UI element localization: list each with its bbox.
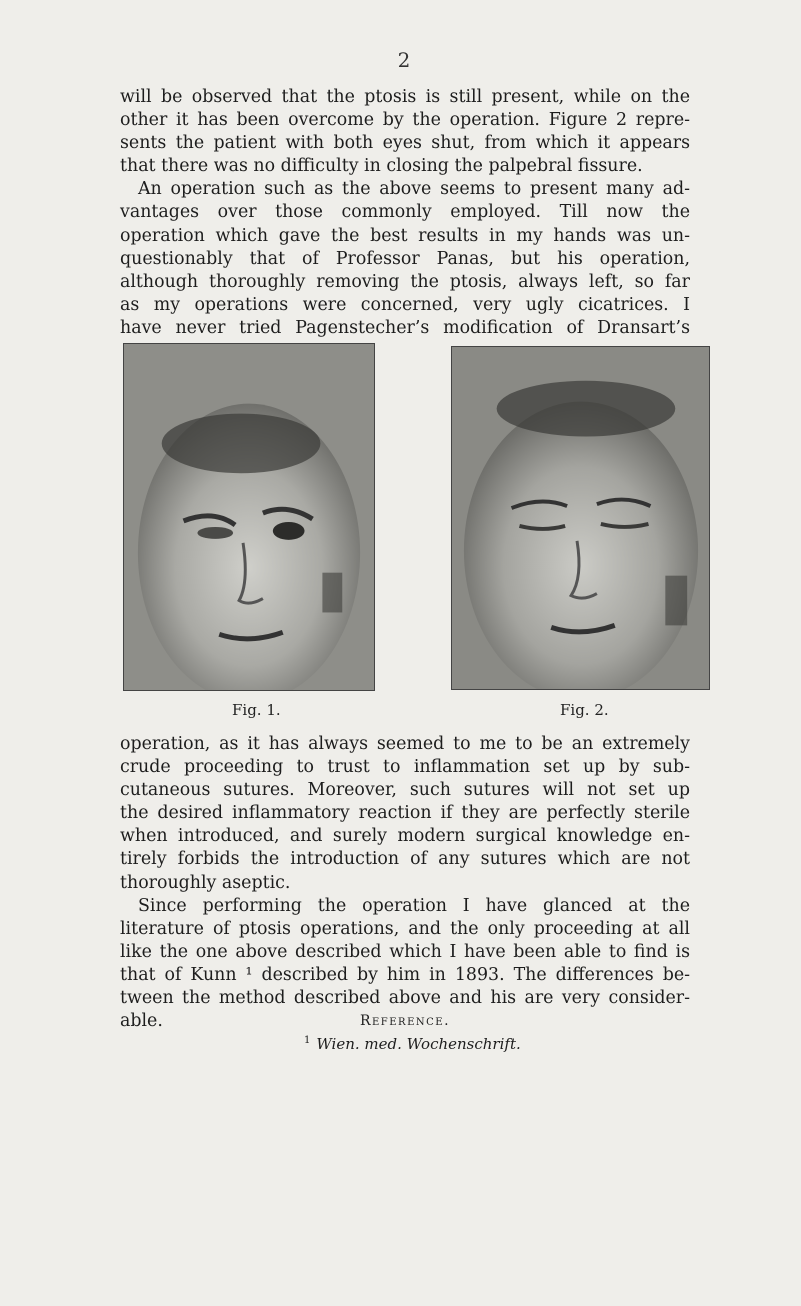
page-number: 2 bbox=[397, 48, 411, 72]
figure-1-photo bbox=[123, 343, 375, 691]
text-line: cutaneous sutures. Moreover, such sutures will not set up bbox=[120, 780, 690, 801]
text-line: thoroughly aseptic. bbox=[120, 872, 291, 893]
text-line: able. bbox=[120, 1011, 163, 1032]
figure-2-caption: Fig. 2. bbox=[560, 701, 609, 719]
text-line: tween the method described above and his are very consider- bbox=[120, 988, 690, 1009]
text-line: vantages over those commonly employed. Till now the bbox=[120, 202, 690, 223]
figure-1-caption: Fig. 1. bbox=[232, 701, 281, 719]
text-line: like the one above described which I have been able to find is bbox=[120, 941, 690, 962]
text-line: Since performing the operation I have glanced at the bbox=[138, 895, 690, 916]
text-line: that of Kunn ¹ described by him in 1893. The differences be- bbox=[120, 964, 690, 985]
footnote-marker: 1 bbox=[304, 1035, 311, 1046]
paragraph-2 bbox=[120, 733, 690, 1033]
figure-2-photo bbox=[451, 346, 710, 690]
paragraph-1 bbox=[120, 86, 690, 340]
text-line: the desired inflammatory reaction if they are perfectly sterile bbox=[120, 803, 690, 824]
reference-citation: Wien. med. Wochenschrift. bbox=[316, 1035, 521, 1053]
text-line: other it has been overcome by the operation. Figure 2 repre- bbox=[120, 110, 690, 131]
reference-heading: Reference. bbox=[359, 1013, 451, 1029]
text-line: questionably that of Professor Panas, but his operation, bbox=[120, 248, 690, 269]
text-line: sents the patient with both eyes shut, from which it appears bbox=[120, 133, 690, 154]
text-line: have never tried Pagenstecher’s modification of Dransart’s bbox=[120, 317, 690, 338]
reference-entry bbox=[304, 1035, 521, 1053]
text-line: crude proceeding to trust to inflammation set up by sub- bbox=[120, 757, 690, 778]
text-line: although thoroughly removing the ptosis, always left, so far bbox=[120, 271, 690, 292]
text-line: operation which gave the best results in my hands was un- bbox=[120, 225, 690, 246]
text-line: An operation such as the above seems to present many ad- bbox=[138, 179, 690, 200]
text-line: as my operations were concerned, very ugly cicatrices. I bbox=[120, 294, 690, 315]
text-line: that there was no difficulty in closing the palpebral fissure. bbox=[120, 156, 643, 177]
text-line: when introduced, and surely modern surgical knowledge en- bbox=[120, 826, 690, 847]
text-line: operation, as it has always seemed to me to be an extremely bbox=[120, 734, 690, 754]
text-line: tirely forbids the introduction of any sutures which are not bbox=[120, 849, 690, 870]
text-line: will be observed that the ptosis is still present, while on the bbox=[120, 87, 690, 107]
text-line: literature of ptosis operations, and the only proceeding at all bbox=[120, 918, 690, 939]
